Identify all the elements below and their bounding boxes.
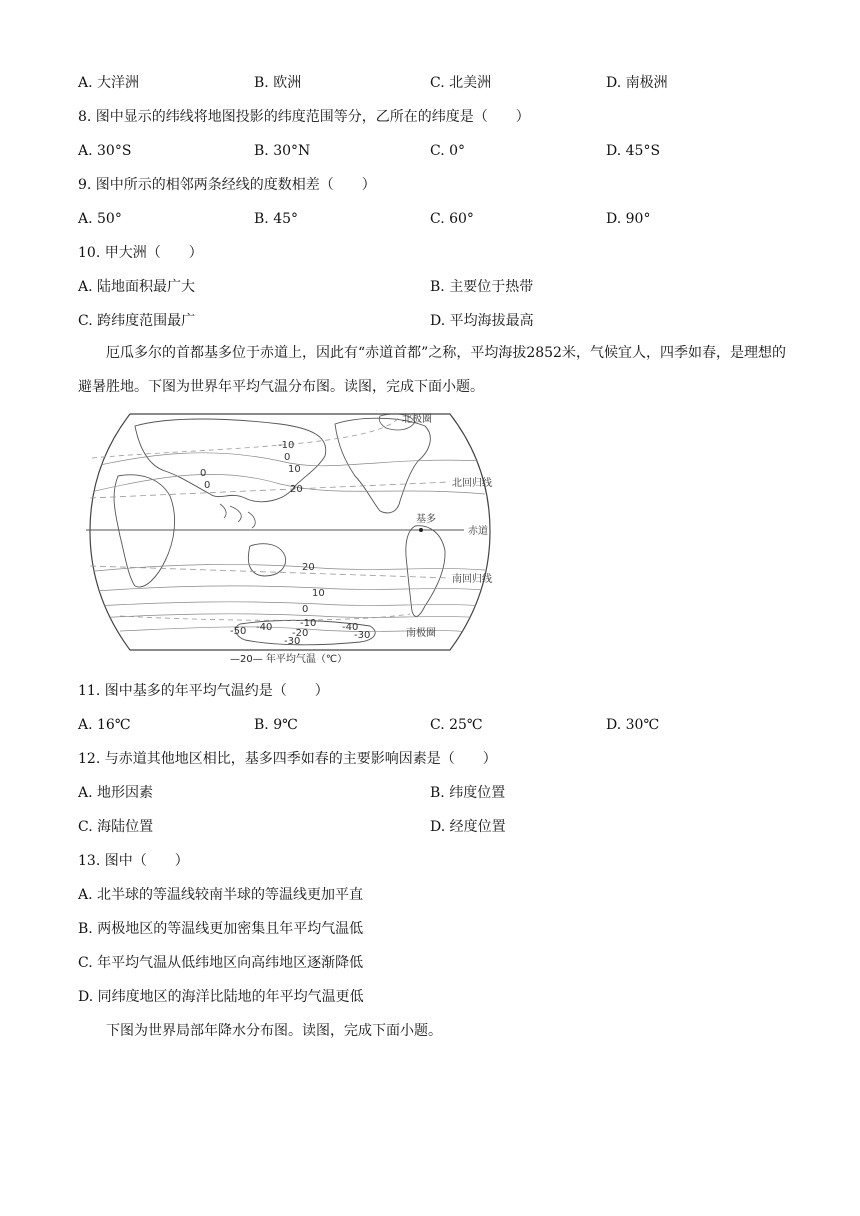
isotherm-label: 10 — [288, 464, 301, 475]
label-tropic-of-capricorn: 南回归线 — [452, 574, 492, 585]
q13-option-a: A. 北半球的等温线较南半球的等温线更加平直 — [78, 887, 364, 903]
isotherm-label: -30 — [354, 630, 371, 641]
q9-stem: 9. 图中所示的相邻两条经线的度数相差（ ） — [78, 177, 376, 193]
isotherm-label: 0 — [302, 604, 309, 615]
isotherm-label: -20 — [292, 628, 309, 639]
q9-option-a: A. 50° — [78, 211, 122, 227]
q13-option-b: B. 两极地区的等温线更加密集且年平均气温低 — [78, 921, 364, 937]
isotherm-line — [95, 614, 485, 618]
tropic-of-capricorn-line — [90, 566, 450, 578]
q11-stem: 11. 图中基多的年平均气温约是（ ） — [78, 683, 329, 699]
south-america-outline — [406, 526, 445, 617]
label-equator: 赤道 — [468, 526, 488, 537]
q7-option-d: D. 南极洲 — [606, 75, 668, 91]
q11-option-c: C. 25℃ — [430, 717, 483, 733]
isotherm-label: 0 — [204, 480, 211, 491]
isotherm-label: -40 — [342, 622, 359, 633]
passage-1-text: 厄瓜多尔的首都基多位于赤道上，因此有“赤道首都”之称，平均海拔2852米，气候宜人，四季如春，是理想的避暑胜地。下图为世界年平均气温分布图。读图，完成下面小题。 — [78, 345, 786, 395]
q9-option-b: B. 45° — [254, 211, 299, 227]
isotherm-label: 20 — [302, 562, 315, 573]
q10-option-b: B. 主要位于热带 — [430, 279, 534, 295]
arctic-circle-line — [92, 416, 400, 458]
q13-option-d: D. 同纬度地区的海洋比陆地的年平均气温更低 — [78, 989, 364, 1005]
isotherm-label: 0 — [200, 468, 207, 479]
isotherm-label: 20 — [290, 484, 303, 495]
q7-option-c: C. 北美洲 — [430, 75, 492, 91]
q9-option-c: C. 60° — [430, 211, 474, 227]
map-legend: —20— 年平均气温（℃） — [230, 654, 348, 665]
q7-option-b: B. 欧洲 — [254, 75, 302, 91]
isotherm-label: -10 — [300, 618, 317, 629]
quito-marker — [419, 528, 423, 532]
label-tropic-of-cancer: 北回归线 — [452, 478, 492, 489]
passage-1 — [78, 336, 786, 404]
q13-stem: 13. 图中（ ） — [78, 853, 189, 869]
passage-2: 下图为世界局部年降水分布图。读图，完成下面小题。 — [106, 1023, 442, 1039]
label-arctic-circle: 北极圈 — [402, 414, 432, 425]
isotherm-line — [95, 586, 485, 591]
isotherm-label: -50 — [230, 626, 247, 637]
isotherm-label: -30 — [284, 636, 301, 647]
isotherm-label: 10 — [312, 588, 325, 599]
q8-option-b: B. 30°N — [254, 143, 311, 159]
isotherm-label: 0 — [284, 452, 291, 463]
q8-option-c: C. 0° — [430, 143, 466, 159]
q8-stem: 8. 图中显示的纬线将地图投影的纬度范围等分，乙所在的纬度是（ ） — [78, 109, 530, 125]
label-antarctic-circle: 南极圈 — [406, 628, 436, 639]
tropic-of-cancer-line — [90, 482, 450, 498]
q12-stem: 12. 与赤道其他地区相比，基多四季如春的主要影响因素是（ ） — [78, 751, 497, 767]
isotherm-label: -40 — [256, 622, 273, 633]
q12-option-d: D. 经度位置 — [430, 819, 506, 835]
q12-option-c: C. 海陆位置 — [78, 819, 154, 835]
africa-outline — [114, 475, 175, 587]
q11-option-a: A. 16℃ — [78, 717, 131, 733]
q11-option-b: B. 9℃ — [254, 717, 298, 733]
isotherm-label: -10 — [278, 440, 295, 451]
q10-stem: 10. 甲大洲（ ） — [78, 245, 203, 261]
q12-option-b: B. 纬度位置 — [430, 785, 506, 801]
world-temperature-map — [80, 406, 500, 668]
label-quito: 基多 — [416, 514, 436, 525]
north-america-outline — [335, 418, 430, 513]
q8-option-d: D. 45°S — [606, 143, 661, 159]
q10-option-a: A. 陆地面积最广大 — [78, 279, 196, 295]
q11-option-d: D. 30℃ — [606, 717, 660, 733]
q8-option-a: A. 30°S — [78, 143, 132, 159]
q9-option-d: D. 90° — [606, 211, 651, 227]
q10-option-d: D. 平均海拔最高 — [430, 313, 534, 329]
seasia-islands — [220, 504, 255, 528]
q10-option-c: C. 跨纬度范围最广 — [78, 313, 196, 329]
q13-option-c: C. 年平均气温从低纬地区向高纬地区逐渐降低 — [78, 955, 364, 971]
q12-option-a: A. 地形因素 — [78, 785, 154, 801]
q7-option-a: A. 大洋洲 — [78, 75, 140, 91]
